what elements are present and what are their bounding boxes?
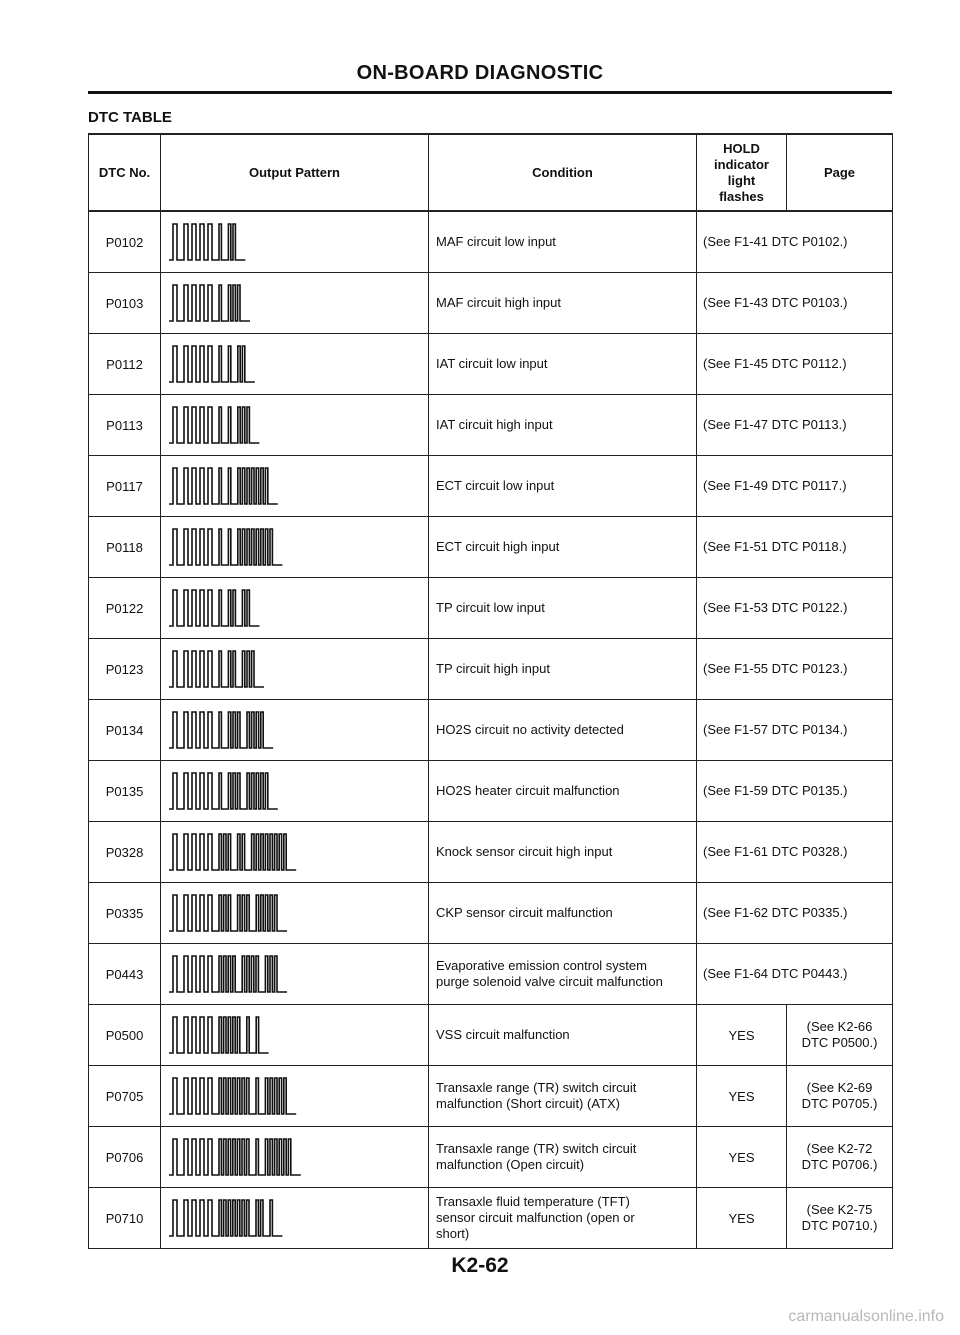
pulse-line: [169, 956, 287, 992]
pulse-line: [169, 407, 259, 443]
hold-indicator-value: YES: [697, 1005, 787, 1066]
dtc-code: P0443: [89, 944, 161, 1005]
page-reference: (See F1-62 DTC P0335.): [697, 883, 893, 944]
condition-text: Transaxle range (TR) switch circuit malfunction (Short circuit) (ATX): [429, 1066, 697, 1127]
pulse-line: [169, 651, 264, 687]
hold-indicator-value: YES: [697, 1188, 787, 1249]
output-pattern-waveform: [167, 643, 417, 695]
hold-indicator-value: YES: [697, 1127, 787, 1188]
dtc-code: P0113: [89, 395, 161, 456]
output-pattern-cell: [161, 578, 429, 639]
dtc-code: P0123: [89, 639, 161, 700]
output-pattern-waveform: [167, 521, 417, 573]
pulse-line: [169, 1200, 282, 1236]
output-pattern-waveform: [167, 277, 417, 329]
condition-text: TP circuit high input: [429, 639, 697, 700]
pulse-line: [169, 1078, 296, 1114]
page-reference: (See F1-49 DTC P0117.): [697, 456, 893, 517]
output-pattern-cell: [161, 517, 429, 578]
output-pattern-cell: [161, 639, 429, 700]
output-pattern-cell: [161, 395, 429, 456]
dtc-code: P0117: [89, 456, 161, 517]
output-pattern-waveform: [167, 1009, 417, 1061]
title-rule: [88, 91, 892, 94]
table-row: [89, 1188, 893, 1249]
output-pattern-waveform: [167, 1070, 417, 1122]
output-pattern-waveform: [167, 399, 417, 451]
condition-text: Transaxle fluid temperature (TFT) sensor circuit malfunction (open or short): [429, 1188, 697, 1249]
dtc-code: P0706: [89, 1127, 161, 1188]
output-pattern-cell: [161, 273, 429, 334]
table-row: [89, 334, 893, 395]
output-pattern-waveform: [167, 704, 417, 756]
page-reference: (See K2-72 DTC P0706.): [787, 1127, 893, 1188]
table-row: [89, 456, 893, 517]
header-page: Page: [787, 134, 893, 211]
dtc-code: P0705: [89, 1066, 161, 1127]
output-pattern-cell: [161, 334, 429, 395]
dtc-code: P0103: [89, 273, 161, 334]
output-pattern-cell: [161, 1005, 429, 1066]
table-row: [89, 1127, 893, 1188]
output-pattern-cell: [161, 211, 429, 273]
hold-indicator-value: YES: [697, 1066, 787, 1127]
pulse-line: [169, 224, 245, 260]
table-row: [89, 211, 893, 273]
page-reference: (See F1-61 DTC P0328.): [697, 822, 893, 883]
pulse-line: [169, 590, 259, 626]
output-pattern-waveform: [167, 948, 417, 1000]
condition-text: ECT circuit high input: [429, 517, 697, 578]
pulse-line: [169, 285, 250, 321]
dtc-code: P0328: [89, 822, 161, 883]
output-pattern-cell: [161, 700, 429, 761]
condition-text: MAF circuit high input: [429, 273, 697, 334]
page-reference: (See K2-75 DTC P0710.): [787, 1188, 893, 1249]
table-row: [89, 517, 893, 578]
output-pattern-waveform: [167, 1131, 417, 1183]
pulse-line: [169, 468, 278, 504]
page-reference: (See F1-43 DTC P0103.): [697, 273, 893, 334]
dtc-code: P0118: [89, 517, 161, 578]
condition-text: HO2S circuit no activity detected: [429, 700, 697, 761]
table-body: [89, 211, 893, 1249]
output-pattern-cell: [161, 822, 429, 883]
page-reference: (See F1-55 DTC P0123.): [697, 639, 893, 700]
dtc-code: P0112: [89, 334, 161, 395]
page-reference: (See F1-57 DTC P0134.): [697, 700, 893, 761]
table-row: [89, 1066, 893, 1127]
table-row: [89, 1005, 893, 1066]
table-row: [89, 822, 893, 883]
output-pattern-waveform: [167, 338, 417, 390]
condition-text: Knock sensor circuit high input: [429, 822, 697, 883]
condition-text: TP circuit low input: [429, 578, 697, 639]
condition-text: ECT circuit low input: [429, 456, 697, 517]
pulse-line: [169, 895, 287, 931]
page-reference: (See F1-51 DTC P0118.): [697, 517, 893, 578]
condition-text: CKP sensor circuit malfunction: [429, 883, 697, 944]
table-row: [89, 639, 893, 700]
pulse-line: [169, 712, 273, 748]
dtc-code: P0134: [89, 700, 161, 761]
condition-text: Transaxle range (TR) switch circuit malfunction (Open circuit): [429, 1127, 697, 1188]
condition-text: HO2S heater circuit malfunction: [429, 761, 697, 822]
header-condition: Condition: [429, 134, 697, 211]
pulse-line: [169, 1139, 301, 1175]
condition-text: VSS circuit malfunction: [429, 1005, 697, 1066]
dtc-table: [88, 133, 893, 1249]
table-row: [89, 883, 893, 944]
table-row: [89, 273, 893, 334]
header-dtc-no: DTC No.: [89, 134, 161, 211]
table-row: [89, 944, 893, 1005]
output-pattern-cell: [161, 883, 429, 944]
page-reference: (See F1-64 DTC P0443.): [697, 944, 893, 1005]
output-pattern-waveform: [167, 826, 417, 878]
dtc-code: P0335: [89, 883, 161, 944]
table-header-row: [89, 134, 893, 211]
output-pattern-cell: [161, 456, 429, 517]
header-output-pattern: Output Pattern: [161, 134, 429, 211]
page-reference: (See F1-41 DTC P0102.): [697, 211, 893, 273]
output-pattern-cell: [161, 761, 429, 822]
table-row: [89, 761, 893, 822]
table-row: [89, 578, 893, 639]
dtc-code: P0122: [89, 578, 161, 639]
watermark: carmanualsonline.info: [788, 1308, 944, 1325]
pulse-line: [169, 529, 282, 565]
output-pattern-cell: [161, 944, 429, 1005]
header-hold-indicator: HOLD indicator light flashes: [697, 134, 787, 211]
section-title: DTC TABLE: [88, 109, 172, 126]
table-row: [89, 700, 893, 761]
dtc-code: P0710: [89, 1188, 161, 1249]
page-reference: (See F1-53 DTC P0122.): [697, 578, 893, 639]
dtc-code: P0102: [89, 211, 161, 273]
pulse-line: [169, 773, 278, 809]
condition-text: MAF circuit low input: [429, 211, 697, 273]
output-pattern-cell: [161, 1127, 429, 1188]
condition-text: IAT circuit high input: [429, 395, 697, 456]
output-pattern-cell: [161, 1066, 429, 1127]
page-reference: (See K2-69 DTC P0705.): [787, 1066, 893, 1127]
page-reference: (See K2-66 DTC P0500.): [787, 1005, 893, 1066]
dtc-code: P0135: [89, 761, 161, 822]
condition-text: Evaporative emission control system purge solenoid valve circuit malfunction: [429, 944, 697, 1005]
page-number: K2-62: [451, 1254, 509, 1277]
output-pattern-waveform: [167, 1192, 417, 1244]
output-pattern-waveform: [167, 887, 417, 939]
page-title: ON-BOARD DIAGNOSTIC: [356, 62, 604, 84]
page-reference: (See F1-59 DTC P0135.): [697, 761, 893, 822]
output-pattern-waveform: [167, 216, 417, 268]
pulse-line: [169, 346, 255, 382]
table-row: [89, 395, 893, 456]
dtc-code: P0500: [89, 1005, 161, 1066]
page-reference: (See F1-45 DTC P0112.): [697, 334, 893, 395]
pulse-line: [169, 1017, 269, 1053]
pulse-line: [169, 834, 296, 870]
condition-text: IAT circuit low input: [429, 334, 697, 395]
output-pattern-waveform: [167, 582, 417, 634]
output-pattern-waveform: [167, 765, 417, 817]
output-pattern-cell: [161, 1188, 429, 1249]
page-reference: (See F1-47 DTC P0113.): [697, 395, 893, 456]
output-pattern-waveform: [167, 460, 417, 512]
